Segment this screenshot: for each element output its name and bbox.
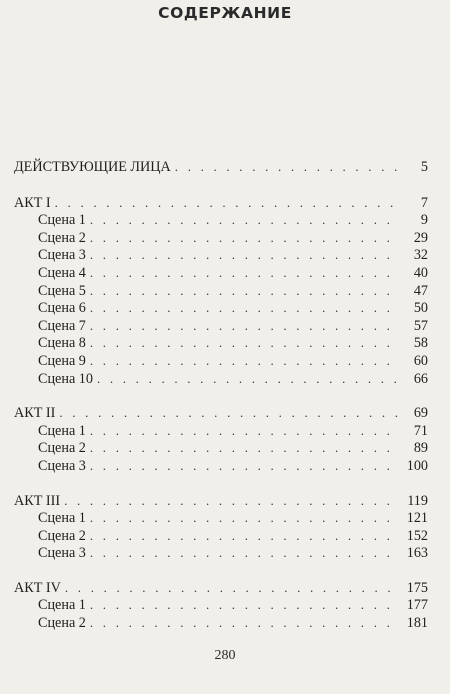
toc-entry-act-1 [14,194,428,212]
toc-entry-page: 152 [406,527,428,544]
dot-leader [55,194,400,212]
toc-entry-label: Сцена 2 [38,527,86,544]
toc-entry-page: 50 [413,300,428,317]
toc-entry-scene [14,334,428,352]
toc-entry-scene [14,457,428,475]
toc-entry-label: АКТ IV [14,579,61,596]
toc-entry-label: Сцена 3 [38,247,86,264]
toc-entry-page: 181 [406,615,428,632]
toc-entry-page: 47 [413,282,428,299]
toc-entry-label: АКТ III [14,492,61,509]
toc-entry-label: АКТ II [14,405,56,422]
toc-entry-label: Сцена 9 [38,352,86,369]
toc-entry-label: Сцена 1 [38,510,86,527]
toc-entry-act-3 [14,492,428,510]
toc-entry-scene [14,614,428,632]
toc-entry-scene [14,527,428,545]
dot-leader [90,264,400,282]
toc-entry-label: АКТ I [14,194,51,211]
toc-entry-label: ДЕЙСТВУЮЩИЕ ЛИЦА [14,159,171,175]
toc-entry-page: 100 [406,457,428,474]
dot-leader [59,404,400,422]
dot-leader [90,334,400,352]
dot-leader [90,352,400,370]
dot-leader [90,299,400,317]
toc-entry-scene [14,246,428,264]
dot-leader [90,527,400,545]
toc-entry-scene [14,282,428,300]
toc-entry-characters [14,158,428,176]
toc-entry-page: 58 [413,335,428,352]
dot-leader [64,492,400,510]
toc-entry-scene [14,211,428,229]
toc-entry-label: Сцена 3 [38,545,86,562]
toc-entry-act-2 [14,404,428,422]
toc-entry-page: 57 [413,317,428,334]
toc-entry-page: 5 [420,159,428,175]
dot-leader [90,246,400,264]
toc-entry-act-4 [14,579,428,597]
toc-entry-page: 89 [413,440,428,457]
toc-entry-page: 32 [413,247,428,264]
toc-entry-label: Сцена 2 [38,615,86,632]
dot-leader [90,211,400,229]
toc-entry-label: Сцена 2 [38,440,86,457]
toc-entry-scene [14,317,428,335]
toc-entry-label: Сцена 5 [38,282,86,299]
table-of-contents [14,158,428,632]
toc-entry-label: Сцена 8 [38,335,86,352]
toc-entry-label: Сцена 1 [38,212,86,229]
toc-entry-page: 119 [407,492,428,509]
toc-entry-scene [14,509,428,527]
toc-entry-page: 40 [413,264,428,281]
dot-leader [65,579,400,597]
toc-entry-label: Сцена 7 [38,317,86,334]
dot-leader [90,457,400,475]
dot-leader [175,158,400,176]
toc-entry-scene [14,544,428,562]
dot-leader [97,370,400,388]
dot-leader [90,317,400,335]
toc-entry-page: 121 [406,510,428,527]
toc-entry-page: 163 [406,545,428,562]
dot-leader [90,614,400,632]
dot-leader [90,439,400,457]
toc-entry-scene [14,439,428,457]
page-number: 280 [214,648,236,663]
toc-entry-label: Сцена 3 [38,457,86,474]
dot-leader [90,544,400,562]
toc-entry-page: 177 [406,597,428,614]
dot-leader [90,596,400,614]
toc-entry-page: 29 [413,229,428,246]
toc-entry-scene [14,352,428,370]
toc-entry-scene [14,264,428,282]
toc-entry-page: 9 [420,212,428,229]
toc-entry-page: 60 [413,352,428,369]
toc-entry-scene [14,422,428,440]
toc-entry-label: Сцена 1 [38,422,86,439]
toc-entry-page: 7 [420,194,428,211]
dot-leader [90,422,400,440]
toc-entry-page: 175 [406,579,428,596]
toc-entry-scene [14,299,428,317]
toc-entry-label: Сцена 1 [38,597,86,614]
toc-entry-page: 71 [413,422,428,439]
toc-entry-label: Сцена 2 [38,229,86,246]
toc-entry-scene [14,229,428,247]
dot-leader [90,509,400,527]
toc-entry-scene [14,370,428,388]
dot-leader [90,229,400,247]
page-title: СОДЕРЖАНИЕ [158,4,292,22]
toc-entry-label: Сцена 4 [38,264,86,281]
toc-entry-page: 69 [413,405,428,422]
toc-entry-page: 66 [413,370,428,387]
dot-leader [90,282,400,300]
toc-entry-label: Сцена 10 [38,370,93,387]
toc-entry-scene [14,596,428,614]
toc-entry-label: Сцена 6 [38,300,86,317]
